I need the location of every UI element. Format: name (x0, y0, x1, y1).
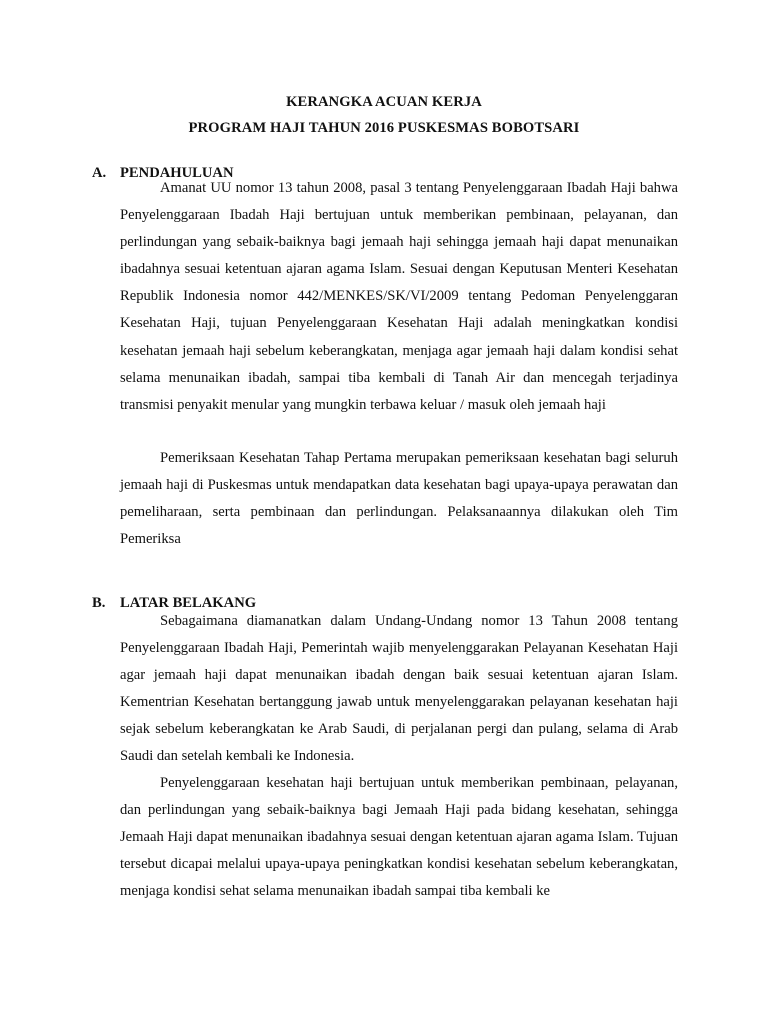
document-subtitle: PROGRAM HAJI TAHUN 2016 PUSKESMAS BOBOTSARI (188, 120, 580, 136)
paragraph: Sebagaimana diamanatkan dalam Undang-Undang nomor 13 Tahun 2008 tentang Penyelenggaraan Ibadah Haji, Pemerintah wajib menyelenggarakan Pelayanan Kesehatan Haji agar jemaah haji dapat menunaikan ibadah dengan baik sesuai ketentuan ajaran Islam. Kementrian Kesehatan bertanggung jawab untuk menyelenggarakan pelayanan kesehatan haji sejak sebelum keberangkatan ke Arab Saudi, di perjalanan pergi dan pulang, selama di Arab Saudi dan setelah kembali ke Indonesia. (120, 613, 678, 765)
section-title: LATAR BELAKANG (120, 595, 257, 611)
paragraph: Penyelenggaraan kesehatan haji bertujuan untuk memberikan pembinaan, pelayanan, dan perlindungan yang sebaik-baiknya bagi Jemaah Haji pada bidang kesehatan, sehingga Jemaah Haji dapat menunaikan ibadahnya sesuai dengan ketentuan ajaran agama Islam. Tujuan tersebut dicapai melalui upaya-upaya peningkatkan kondisi kesehatan sebelum keberangkatan, menjaga kondisi sehat selama menunaikan ibadah sampai tiba kembali ke (120, 775, 678, 900)
section-letter: A. (92, 165, 107, 181)
section-title: PENDAHULUAN (120, 165, 234, 181)
paragraph: Amanat UU nomor 13 tahun 2008, pasal 3 tentang Penyelenggaraan Ibadah Haji bahwa Penyelenggaraan Ibadah Haji bertujuan untuk memberikan pembinaan, pelayanan, dan perlindungan yang sebaik-baiknya bagi jemaah haji sehingga jemaah haji dapat menunaikan ibadahnya sesuai ketentuan ajaran agama Islam. Sesuai dengan Keputusan Menteri Kesehatan Republik Indonesia nomor 442/MENKES/SK/VI/2009 tentang Pedoman Penyelenggaran Kesehatan Haji, tujuan Penyelenggaraan Kesehatan Haji adalah meningkatkan kondisi kesehatan jemaah haji sebelum keberangkatan, menjaga agar jemaah haji dalam kondisi sehat selama menunaikan ibadah, sampai tiba kembali di Tanah Air dan mencegah terjadinya transmisi penyakit menular yang mungkin terbawa keluar / masuk oleh jemaah haji (120, 180, 678, 413)
paragraph: Pemeriksaan Kesehatan Tahap Pertama merupakan pemeriksaan kesehatan bagi seluruh jemaah haji di Puskesmas untuk mendapatkan data kesehatan bagi upaya-upaya perawatan dan pemeliharaan, serta pembinaan dan perlindungan. Pelaksanaannya dilakukan oleh Tim Pemeriksa (120, 450, 678, 548)
section-letter: B. (92, 595, 106, 611)
document-title: KERANGKA ACUAN KERJA (286, 94, 482, 110)
